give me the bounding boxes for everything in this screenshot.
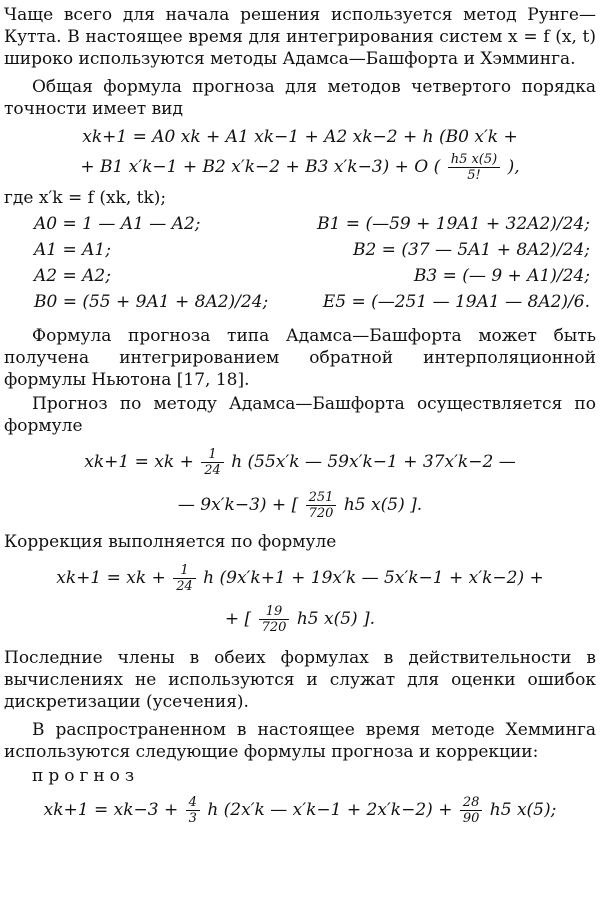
formula-general-line2	[4, 152, 596, 183]
fraction	[448, 152, 501, 183]
formula-text: xk+1 = xk +	[56, 568, 166, 588]
coefficient-left: A2 = A2;	[34, 266, 111, 286]
coefficient-row	[4, 239, 596, 261]
formula-correction-line1	[4, 563, 596, 594]
coefficient-right: E5 = (—251 — 19A1 — 8A2)/6.	[322, 292, 590, 312]
fraction-numerator: 28	[460, 795, 483, 811]
fraction-denominator: 24	[176, 579, 193, 594]
label-prognoz: прогноз	[32, 766, 140, 786]
fraction-denominator: 90	[462, 811, 480, 826]
paragraph-last-terms: Последние члены в обеих формулах в действительности в вычислениях не используются и служат для оценки ошибок дискретизации (усечения).	[4, 648, 596, 712]
paragraph-adams-derivation: Формула прогноза типа Адамса—Башфорта может быть получена интегрированием обратной интерполяционной формулы Ньютона [17, 18].	[4, 326, 596, 390]
formula-text: xk+1 = xk +	[84, 452, 194, 472]
where-clause: где x′k = f (xk, tk);	[4, 188, 167, 208]
formula-text: ),	[507, 157, 520, 177]
fraction	[186, 795, 200, 826]
paragraph-correction: Коррекция выполняется по формуле	[4, 532, 337, 552]
fraction-denominator: 5!	[467, 168, 481, 183]
formula-text: — 9x′k−3) + [	[177, 495, 299, 515]
fraction-numerator: 4	[186, 795, 200, 811]
fraction-numerator: 1	[201, 447, 224, 463]
paragraph-hamming: В распространенном в настоящее время методе Хемминга используются следующие формулы прогноза и коррекции:	[4, 720, 596, 762]
paragraph-adams-prediction: Прогноз по методу Адамса—Башфорта осуществляется по формуле	[4, 394, 596, 436]
coefficients-block	[4, 213, 596, 313]
coefficient-right: B1 = (—59 + 19A1 + 32A2)/24;	[317, 214, 590, 234]
formula-text: h (2x′k — x′k−1 + 2x′k−2) +	[207, 800, 453, 820]
fraction-numerator: 1	[173, 563, 196, 579]
formula-hamming-prognoz	[4, 795, 596, 826]
formula-text: xk+1 = xk−3 +	[43, 800, 179, 820]
paragraph-general-formula: Общая формула прогноза для методов четвертого порядка точности имеет вид	[4, 77, 596, 119]
formula-text: xk+1 = A0 xk + A1 xk−1 + A2 xk−2 + h (B0 x′k +	[82, 127, 518, 147]
formula-general-line1	[4, 126, 596, 148]
fraction	[306, 490, 337, 521]
coefficient-row	[4, 213, 596, 235]
fraction-denominator: 720	[261, 620, 287, 635]
fraction	[259, 604, 290, 635]
fraction	[201, 447, 224, 478]
formula-text: h (55x′k — 59x′k−1 + 37x′k−2 —	[231, 452, 516, 472]
formula-correction-line2	[4, 604, 596, 635]
formula-adams-line1	[4, 447, 596, 478]
coefficient-right: B3 = (— 9 + A1)/24;	[413, 266, 590, 286]
coefficient-left: A1 = A1;	[34, 240, 111, 260]
formula-text: + B1 x′k−1 + B2 x′k−2 + B3 x′k−3) + O (	[80, 157, 441, 177]
fraction-numerator: 19	[259, 604, 290, 620]
fraction-denominator: 720	[308, 506, 334, 521]
fraction	[460, 795, 483, 826]
page	[0, 4, 600, 901]
coefficient-right: B2 = (37 — 5A1 + 8A2)/24;	[352, 240, 590, 260]
coefficient-left: B0 = (55 + 9A1 + 8A2)/24;	[34, 292, 269, 312]
formula-text: + [	[224, 609, 252, 629]
coefficient-row	[4, 291, 596, 313]
formula-text: h (9x′k+1 + 19x′k — 5x′k−1 + x′k−2) +	[203, 568, 544, 588]
fraction-denominator: 3	[188, 811, 197, 826]
fraction-numerator: h5 x(5)	[448, 152, 501, 168]
paragraph-intro: Чаще всего для начала решения используется метод Рунге—Кутта. В настоящее время для интегрирования систем x = f (x, t) широко используются методы Адамса—Башфорта и Хэмминга.	[4, 5, 596, 69]
coefficient-left: A0 = 1 — A1 — A2;	[34, 214, 201, 234]
formula-text: h5 x(5) ].	[343, 495, 423, 515]
fraction-numerator: 251	[306, 490, 337, 506]
formula-text: h5 x(5) ].	[296, 609, 376, 629]
formula-text: h5 x(5);	[489, 800, 557, 820]
fraction	[173, 563, 196, 594]
fraction-denominator: 24	[204, 463, 221, 478]
coefficient-row	[4, 265, 596, 287]
formula-adams-line2	[4, 490, 596, 521]
